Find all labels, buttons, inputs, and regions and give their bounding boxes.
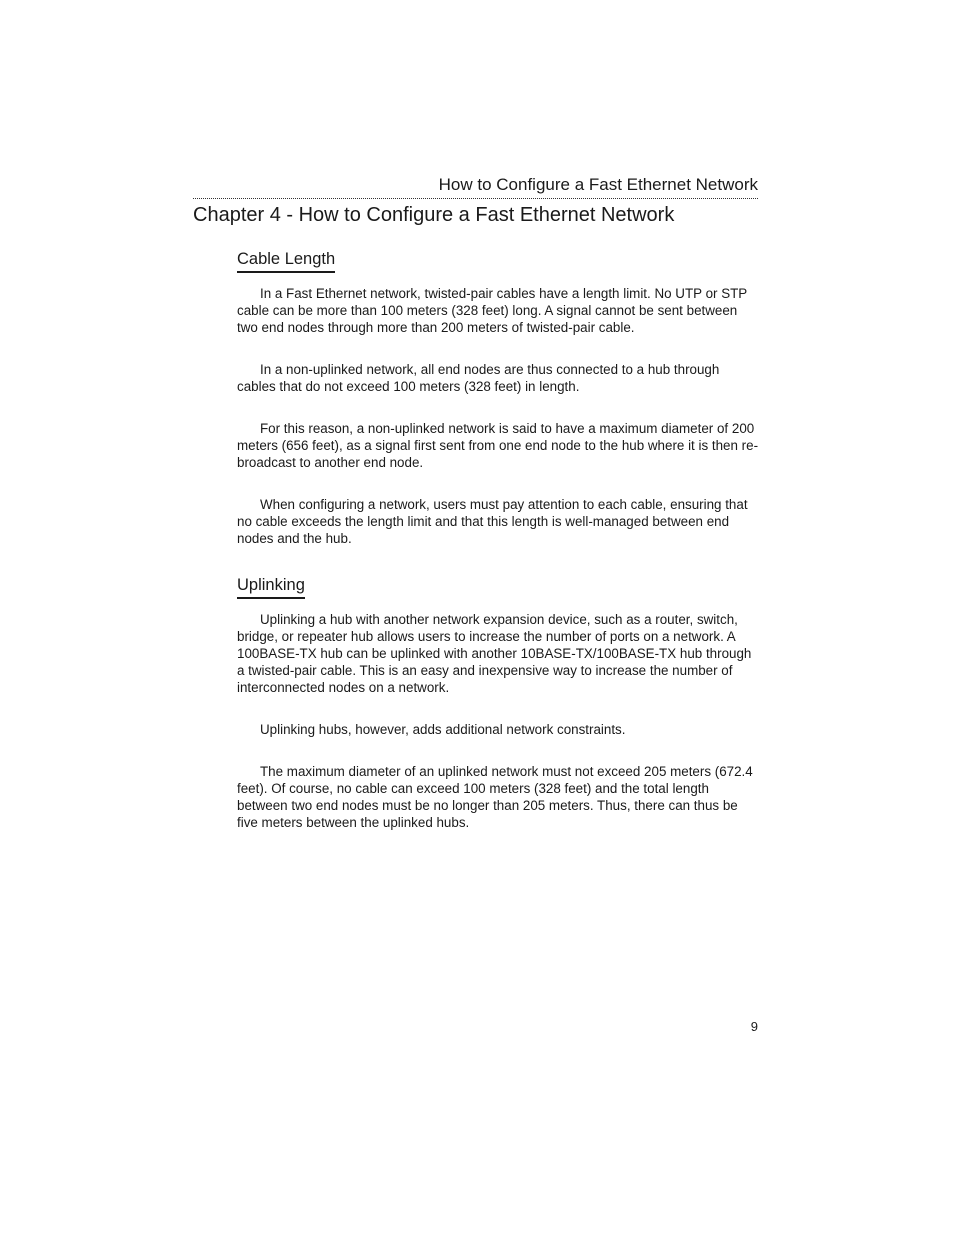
paragraph: In a non-uplinked network, all end nodes are thus connected to a hub through cables that do not exceed 100 meters (328 feet) in length. (237, 362, 720, 394)
paragraph: The maximum diameter of an uplinked network must not exceed 205 meters (672.4 feet). Of course, no cable can exceed 100 meters (328 feet) and the total length between two end nodes must be no longer than 205 meters. Thus, there can thus be five meters between the uplinked hubs. (237, 764, 753, 830)
section-heading: Uplinking (237, 575, 305, 599)
running-header: How to Configure a Fast Ethernet Network (438, 175, 758, 194)
paragraph: In a Fast Ethernet network, twisted-pair cables have a length limit. No UTP or STP cable can be more than 100 meters (328 feet) long. A signal cannot be sent between two end nodes through more than 200 meters of twisted-pair cable. (237, 286, 747, 335)
paragraph: For this reason, a non-uplinked network is said to have a maximum diameter of 200 meters (656 feet), as a signal first sent from one end node to the hub where it is then re-broadcast to another end node. (237, 421, 759, 470)
chapter-title: Chapter 4 - How to Configure a Fast Ethernet Network (193, 204, 675, 226)
header-dotted-rule (193, 198, 758, 199)
paragraph: Uplinking hubs, however, adds additional network constraints. (260, 722, 626, 737)
paragraph: When configuring a network, users must pay attention to each cable, ensuring that no cable exceeds the length limit and that this length is well-managed between end nodes and the hub. (237, 497, 748, 546)
section-cable-length (237, 249, 759, 547)
section-uplinking (237, 575, 759, 831)
page-number: 9 (750, 1019, 758, 1034)
section-heading: Cable Length (237, 249, 335, 273)
paragraph: Uplinking a hub with another network expansion device, such as a router, switch, bridge, or repeater hub allows users to increase the number of ports on a network. A 100BASE-TX hub can be uplinked with another 10BASE-TX/100BASE-TX hub through a twisted-pair cable. This is an easy and inexpensive way to increase the number of interconnected nodes on a network. (237, 612, 752, 695)
